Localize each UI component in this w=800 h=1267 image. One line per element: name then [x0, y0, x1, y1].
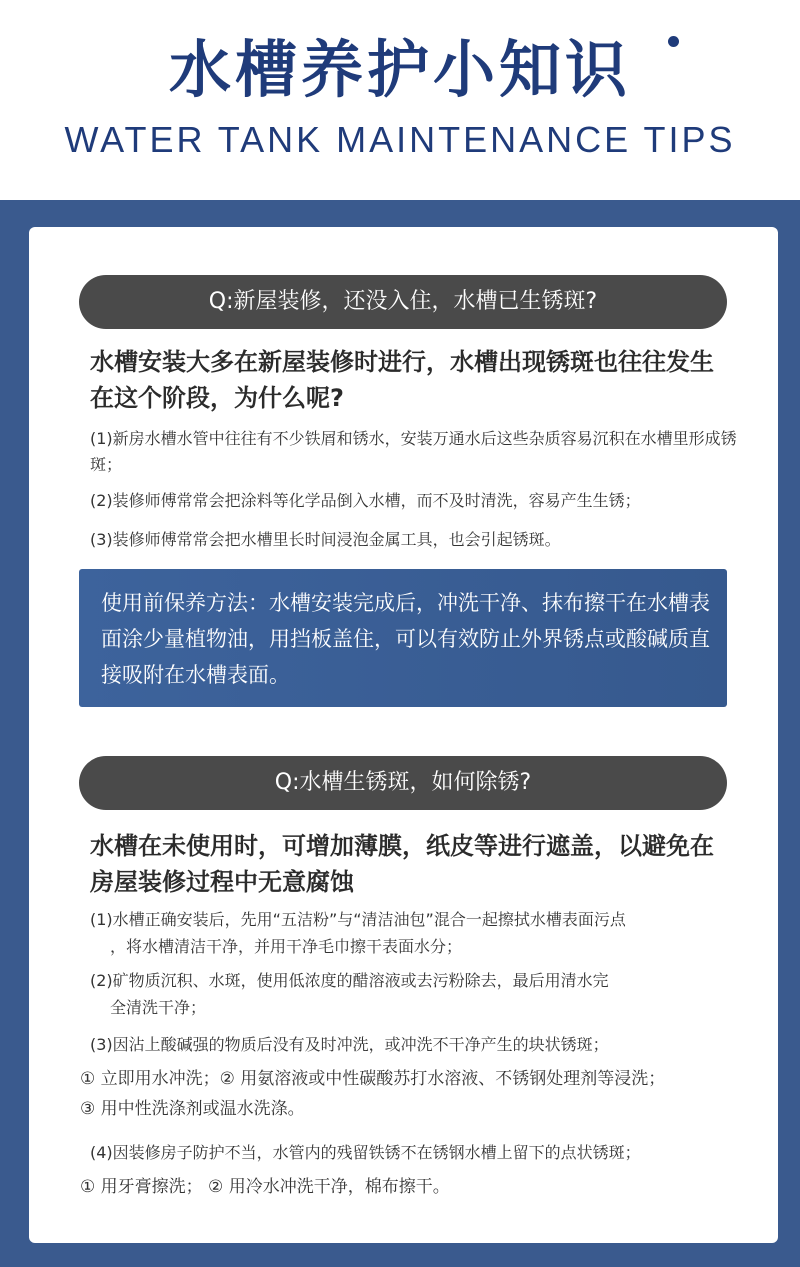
question-banner-2: Q:水槽生锈斑，如何除锈?	[79, 756, 727, 810]
section2-item-4-methods: ① 用牙膏擦洗； ② 用冷水冲洗干净，棉布擦干。	[80, 1177, 450, 1197]
maintenance-tip-text: 使用前保养方法：水槽安装完成后，冲洗干净、抹布擦干在水槽表面涂少量植物油，用挡板盖住，可以有效防止外界锈点或酸碱质直接吸附在水槽表面。	[101, 591, 710, 687]
section2-item-2a: (2)矿物质沉积、水斑，使用低浓度的醋溶液或去污粉除去，最后用清水完	[90, 971, 609, 990]
section2-item-1a: (1)水槽正确安装后，先用“五洁粉”与“清洁油包”混合一起擦拭水槽表面污点	[90, 910, 626, 929]
section2-item-2b: 全清洗干净；	[110, 998, 207, 1017]
page-title: 水槽养护小知识	[168, 33, 631, 106]
title-dot-decoration	[668, 36, 679, 47]
section1-item-2: (2)装修师傅常常会把涂料等化学品倒入水槽，而不及时清洗，容易产生生锈；	[90, 491, 641, 510]
question-banner-1: Q:新屋装修，还没入住，水槽已生锈斑?	[79, 275, 727, 329]
section1-item-1: (1)新房水槽水管中往往有不少铁屑和锈水，安装万通水后这些杂质容易沉积在水槽里形成锈斑；	[90, 429, 737, 474]
page-header	[0, 0, 800, 200]
section2-item-4: (4)因装修房子防护不当，水管内的残留铁锈不在锈钢水槽上留下的点状锈斑；	[90, 1143, 641, 1162]
section2-item-3-methods-2: ③ 用中性洗涤剂或温水洗涤。	[80, 1099, 305, 1119]
section2-item-1b: ，将水槽清洁干净，并用干净毛巾擦干表面水分；	[110, 937, 463, 956]
section1-lead: 水槽安装大多在新屋装修时进行，水槽出现锈斑也往往发生在这个阶段，为什么呢?	[90, 348, 714, 412]
maintenance-tip-box	[79, 569, 727, 707]
section2-lead: 水槽在未使用时，可增加薄膜，纸皮等进行遮盖，以避免在房屋装修过程中无意腐蚀	[90, 832, 714, 896]
section2-item-3: (3)因沾上酸碱强的物质后没有及时冲洗，或冲洗不干净产生的块状锈斑；	[90, 1035, 609, 1054]
section1-item-3: (3)装修师傅常常会把水槽里长时间浸泡金属工具，也会引起锈斑。	[90, 530, 561, 549]
section2-item-3-methods-1: ① 立即用水冲洗；② 用氨溶液或中性碳酸苏打水溶液、不锈钢处理剂等浸洗；	[80, 1069, 666, 1089]
page-subtitle: WATER TANK MAINTENANCE TIPS	[64, 119, 736, 160]
